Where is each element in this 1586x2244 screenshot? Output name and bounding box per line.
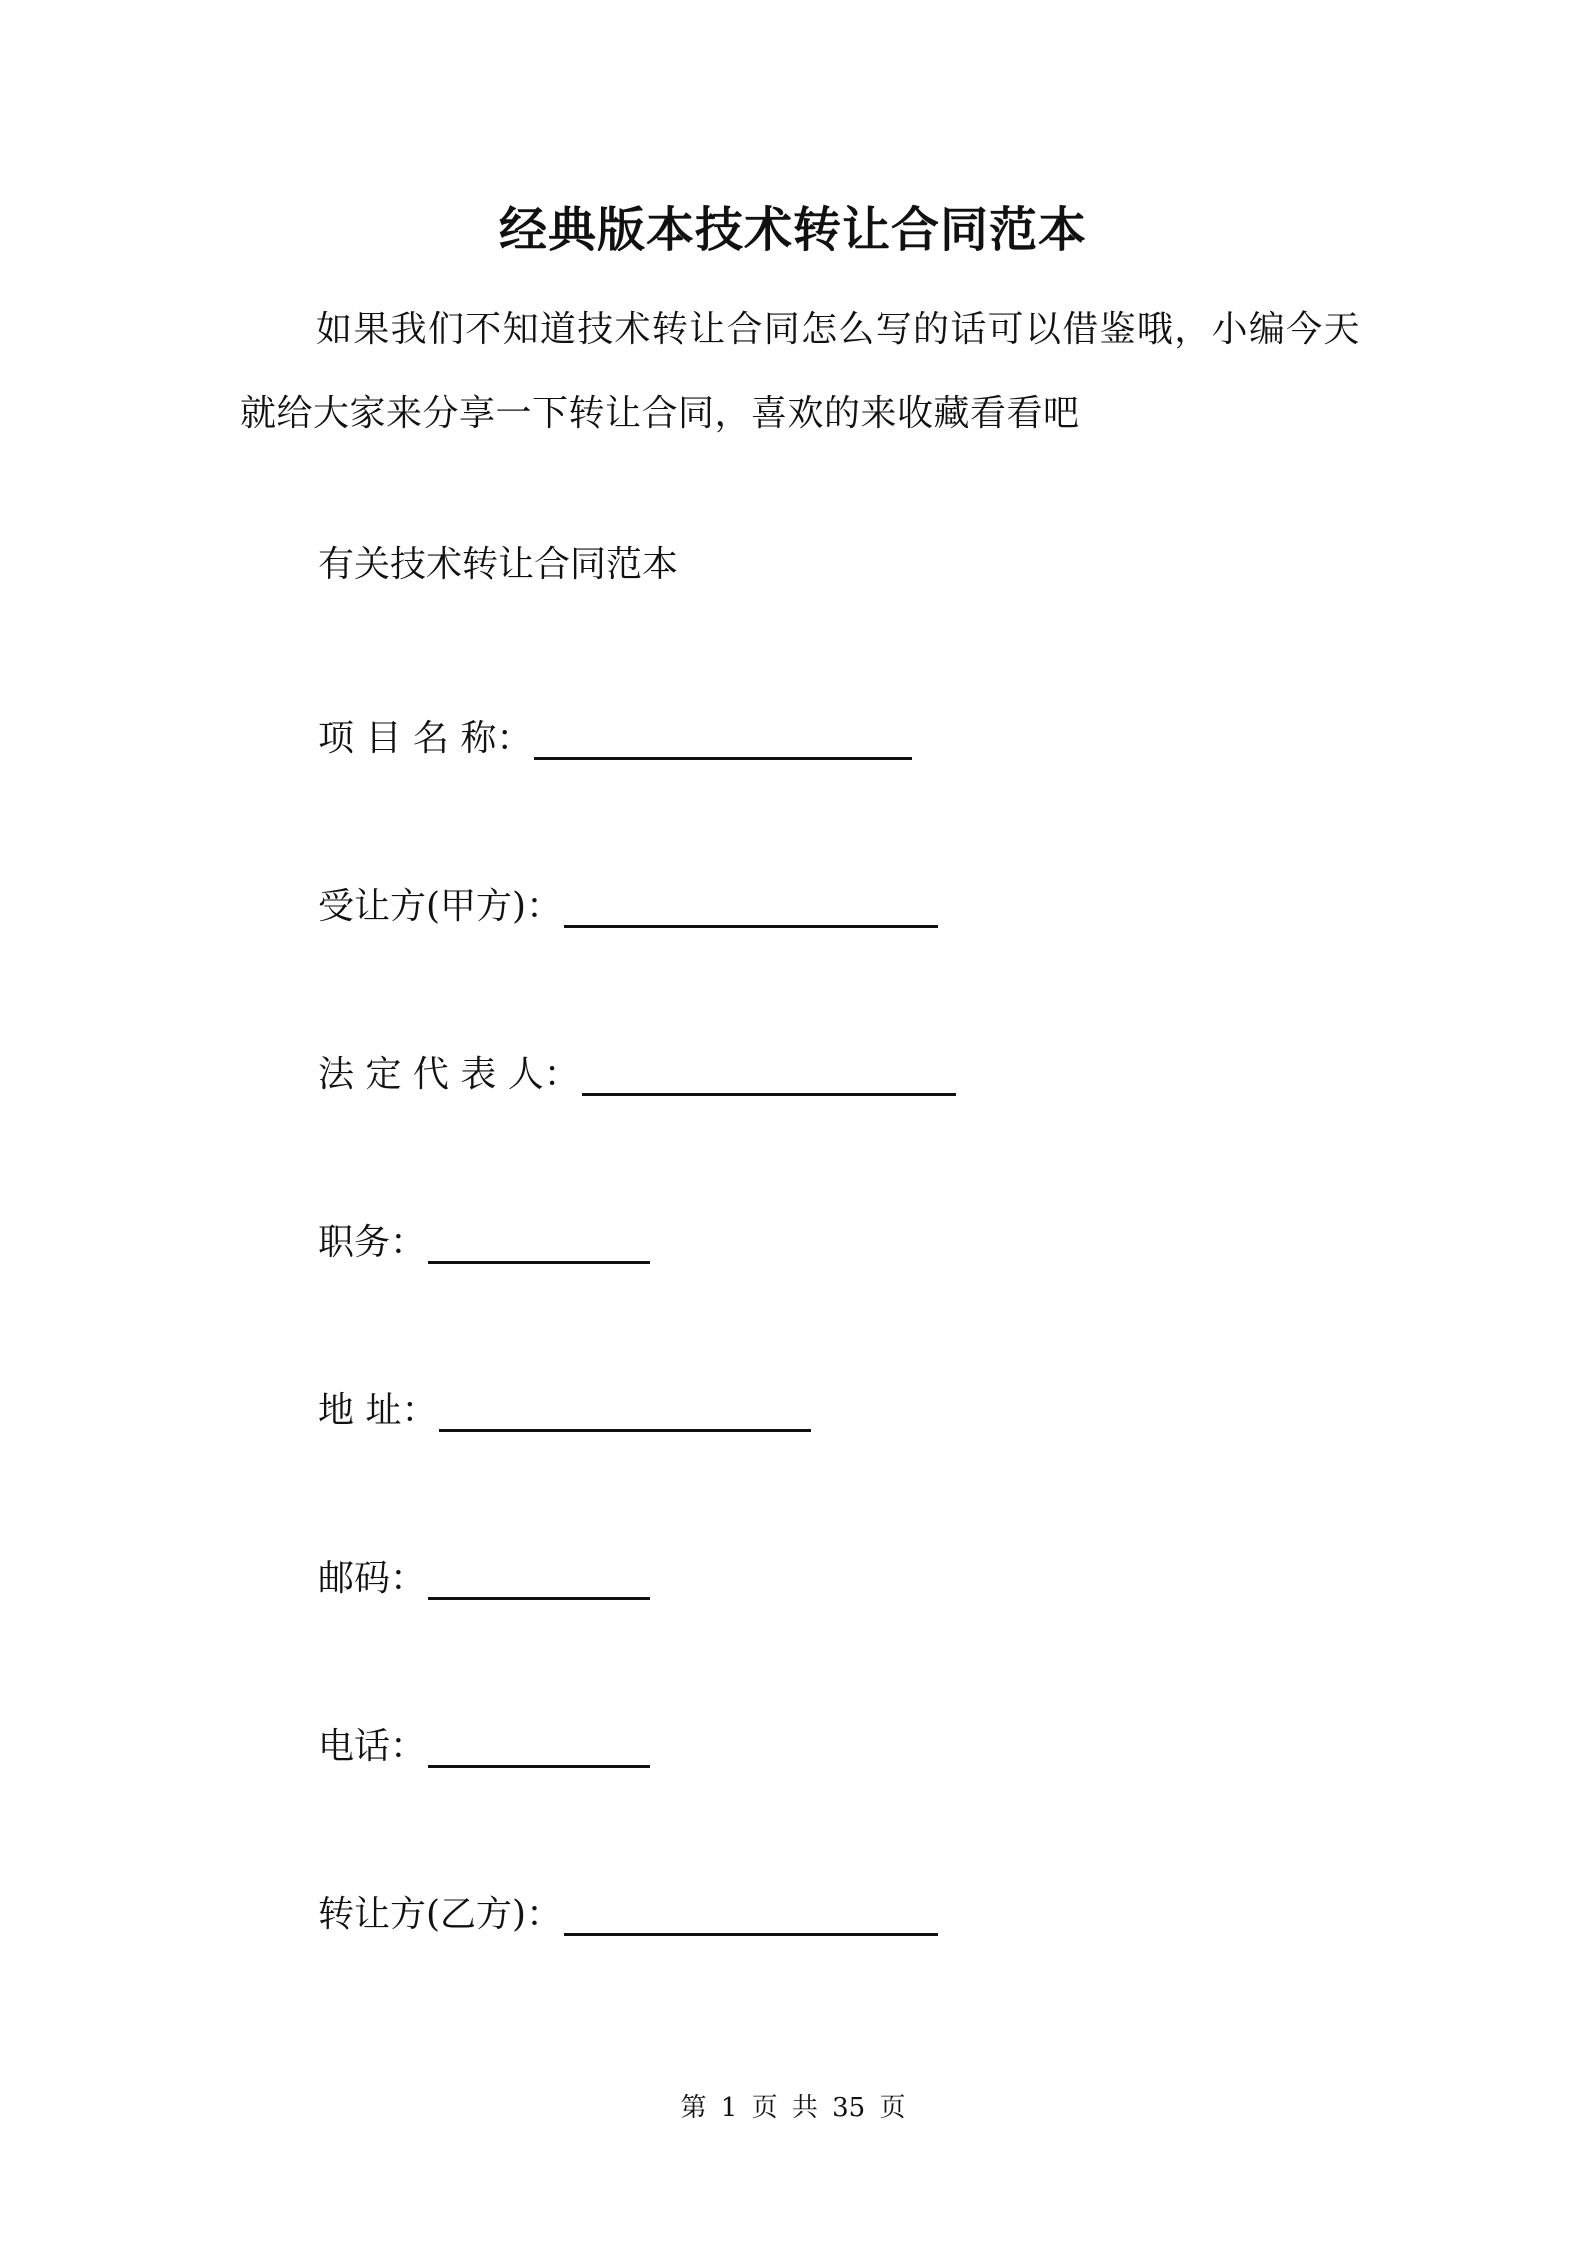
field-label: 法 定 代 表 人： xyxy=(318,1054,580,1095)
field-label: 项 目 名 称： xyxy=(318,718,533,759)
blank-line xyxy=(428,1725,650,1768)
blank-line xyxy=(428,1557,650,1600)
blank-line xyxy=(428,1221,650,1264)
section-heading: 有关技术转让合同范本 xyxy=(318,544,679,585)
field-postcode xyxy=(318,1552,650,1604)
field-label: 转让方(乙方)： xyxy=(318,1894,563,1935)
field-address xyxy=(318,1384,811,1436)
field-legal-representative xyxy=(318,1048,956,1100)
field-position xyxy=(318,1216,650,1268)
blank-line xyxy=(564,885,938,928)
field-label: 受让方(甲方)： xyxy=(318,886,563,927)
field-phone xyxy=(318,1720,650,1772)
blank-line xyxy=(534,717,912,760)
field-transferor xyxy=(318,1888,938,1940)
document-title: 经典版本技术转让合同范本 xyxy=(498,202,1087,258)
field-label: 职务： xyxy=(318,1222,427,1263)
blank-line xyxy=(439,1389,811,1432)
blank-line xyxy=(582,1053,956,1096)
field-project-name xyxy=(318,712,912,764)
page-number-footer: 第 1 页 共 35 页 xyxy=(680,2093,906,2123)
blank-line xyxy=(564,1893,938,1936)
field-transferee xyxy=(318,880,938,932)
field-label: 邮码： xyxy=(318,1558,427,1599)
field-label: 电话： xyxy=(318,1726,427,1767)
field-label: 地 址： xyxy=(318,1390,438,1431)
intro-paragraph: 如果我们不知道技术转让合同怎么写的话可以借鉴哦，小编今天就给大家来分享一下转让合同，喜欢的来收藏看看吧 xyxy=(240,309,1360,434)
